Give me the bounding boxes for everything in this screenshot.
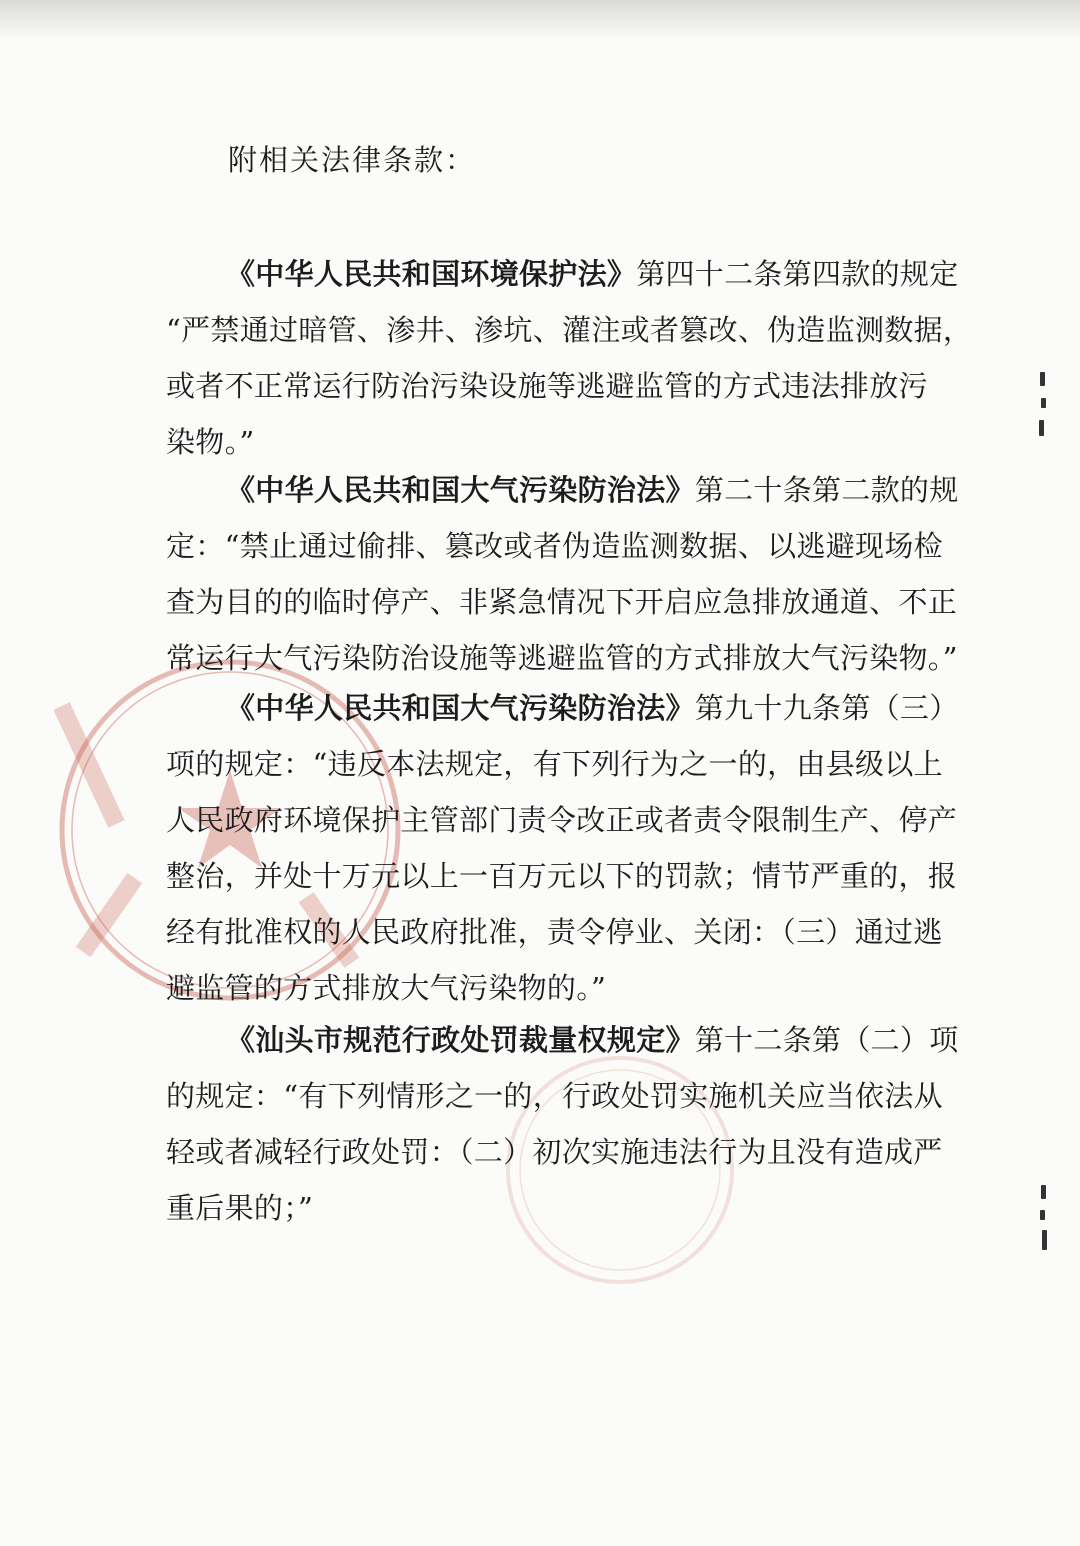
binding-mark: [1041, 1185, 1046, 1199]
clause-text: 查为目的的临时停产、非紧急情况下开启应急排放通道、不正: [166, 585, 958, 619]
clause-text: 常运行大气污染防治设施等逃避监管的方式排放大气污染物。”: [166, 641, 958, 675]
text-line: [226, 252, 959, 293]
text-line: [166, 420, 255, 461]
law-title: 《汕头市规范行政处罚裁量权规定》: [226, 1023, 695, 1057]
text-line: [166, 580, 957, 621]
clause-text: 整治，并处十万元以上一百万元以下的罚款；情节严重的，报: [166, 859, 958, 893]
text-line: [166, 798, 957, 839]
page-heading: 附相关法律条款：: [228, 143, 477, 177]
clause-text: 轻或者减轻行政处罚：（二）初次实施违法行为且没有造成严: [166, 1135, 943, 1169]
clause-text: 第十二条第（二）项: [694, 1023, 959, 1057]
binding-mark: [1042, 1230, 1047, 1250]
text-line: [226, 1018, 959, 1059]
text-line: [166, 364, 928, 405]
clause-text: 的规定：“有下列情形之一的，行政处罚实施机关应当依法从: [166, 1079, 943, 1113]
text-line: [166, 966, 606, 1007]
clause-text: 第四十二条第四款的规定: [636, 257, 959, 291]
clause-text: “严禁通过暗管、渗井、渗坑、灌注或者篡改、伪造监测数据，: [166, 313, 973, 347]
text-line: [226, 686, 959, 727]
law-title: 《中华人民共和国环境保护法》: [226, 257, 637, 291]
binding-mark: [1041, 398, 1046, 408]
clause-text: 染物。”: [166, 425, 255, 459]
clause-text: 项的规定：“违反本法规定，有下列行为之一的，由县级以上: [166, 747, 943, 781]
clause-text: 经有批准权的人民政府批准，责令停业、关闭：（三）通过逃: [166, 915, 943, 949]
clause-text: 重后果的；”: [166, 1191, 314, 1225]
text-line: [166, 636, 958, 677]
clause-text: 定：“禁止通过偷排、篡改或者伪造监测数据、以逃避现场检: [166, 529, 943, 563]
text-line: [166, 308, 972, 349]
binding-mark: [1040, 372, 1045, 386]
clause-text: 或者不正常运行防治污染设施等逃避监管的方式违法排放污: [166, 369, 928, 403]
text-line: [166, 910, 943, 951]
clause-text: 第九十九条第（三）: [694, 691, 959, 725]
text-line: [166, 742, 943, 783]
binding-mark: [1039, 420, 1044, 436]
law-title: 《中华人民共和国大气污染防治法》: [226, 691, 695, 725]
clause-text: 人民政府环境保护主管部门责令改正或者责令限制生产、停产: [166, 803, 958, 837]
text-line: [166, 1130, 943, 1171]
text-line: [166, 524, 943, 565]
binding-mark: [1040, 1210, 1045, 1220]
clause-text: 第二十条第二款的规: [694, 473, 959, 507]
text-line: [166, 1074, 943, 1115]
text-line: [226, 468, 959, 509]
text-line: [166, 854, 957, 895]
scan-shadow: [0, 0, 1080, 40]
clause-text: 避监管的方式排放大气污染物的。”: [166, 971, 607, 1005]
text-line: [166, 1186, 313, 1227]
law-title: 《中华人民共和国大气污染防治法》: [226, 473, 695, 507]
